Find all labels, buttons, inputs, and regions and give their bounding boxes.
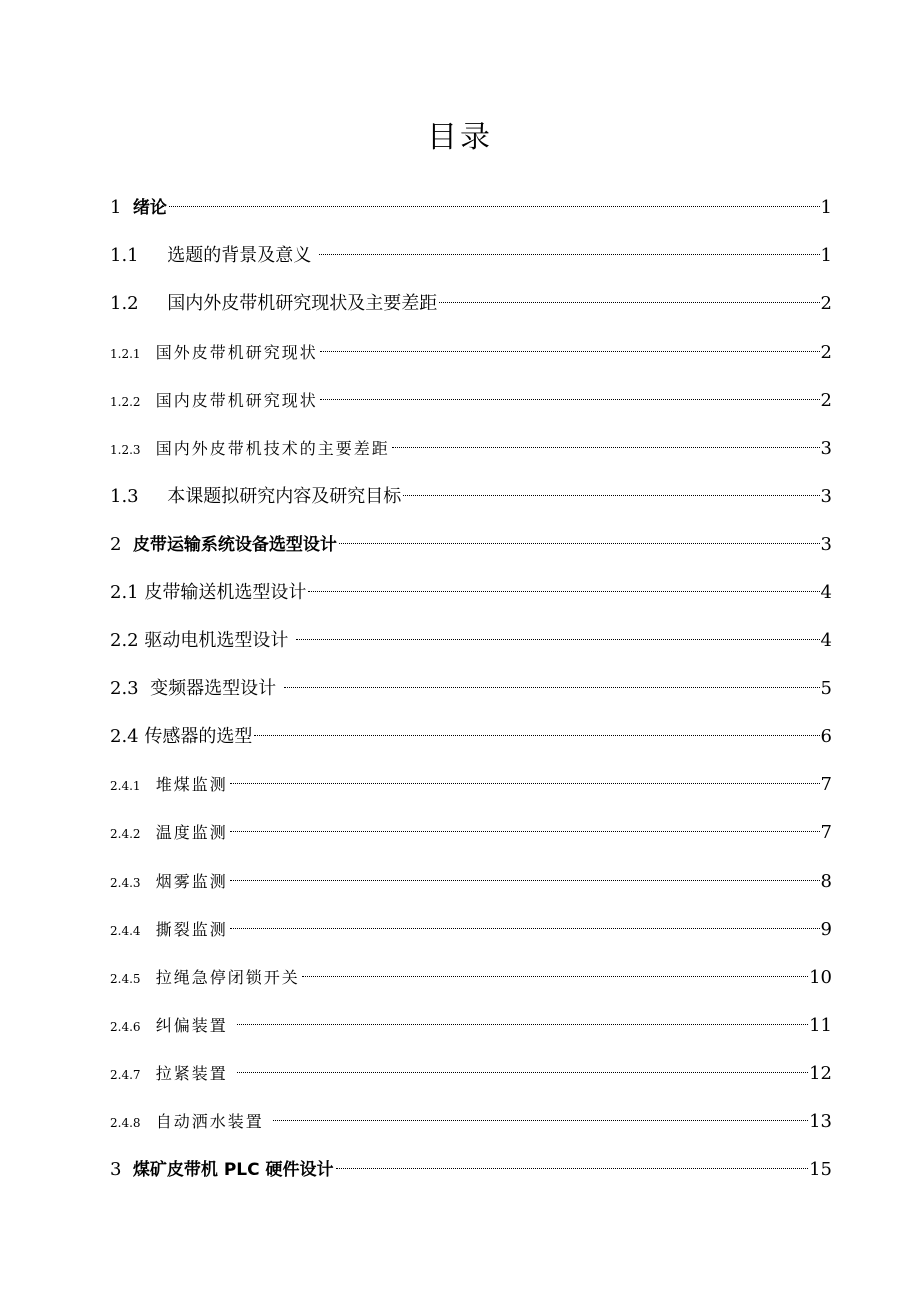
toc-entry-2-4-4[interactable] bbox=[110, 915, 832, 945]
toc-page-number: 2 bbox=[820, 293, 832, 314]
toc-entry-2-4-7[interactable] bbox=[110, 1059, 832, 1089]
toc-number: 2.4.3 bbox=[110, 876, 156, 890]
toc-label: 拉绳急停闭锁开关 bbox=[155, 968, 300, 987]
toc-number: 2.4.5 bbox=[110, 972, 156, 986]
toc-entry-2[interactable] bbox=[110, 530, 832, 560]
toc-leader-dots bbox=[302, 976, 808, 977]
toc-number: 1.2.2 bbox=[110, 395, 156, 409]
toc-leader-dots bbox=[320, 399, 820, 400]
toc-entry-2-2[interactable] bbox=[110, 626, 832, 656]
toc-page-number: 4 bbox=[820, 630, 832, 651]
toc-label: 绪论 bbox=[132, 198, 167, 218]
toc-page-number: 15 bbox=[809, 1159, 832, 1180]
toc-label: 皮带运输系统设备选型设计 bbox=[132, 535, 337, 555]
toc-leader-dots bbox=[284, 687, 820, 688]
toc-label: 纠偏装置 bbox=[155, 1016, 235, 1035]
toc-page-number: 7 bbox=[820, 774, 832, 795]
toc-entry-2-4[interactable] bbox=[110, 722, 832, 752]
toc-label: 自动洒水装置 bbox=[155, 1112, 271, 1131]
toc-page-number: 3 bbox=[820, 486, 832, 507]
toc-label: 撕裂监测 bbox=[155, 920, 228, 939]
toc-entry-2-4-8[interactable] bbox=[110, 1107, 832, 1137]
toc-leader-dots bbox=[336, 1168, 809, 1169]
toc-entry-1[interactable] bbox=[110, 193, 832, 223]
toc-label: 拉紧装置 bbox=[155, 1064, 235, 1083]
toc-number: 2.3 bbox=[110, 678, 151, 699]
toc-label: 变频器选型设计 bbox=[150, 678, 282, 699]
toc-page-number: 2 bbox=[820, 342, 832, 363]
toc-leader-dots bbox=[392, 447, 820, 448]
toc-number: 1 bbox=[110, 197, 133, 218]
toc-leader-dots bbox=[230, 880, 820, 881]
toc-page-number: 12 bbox=[809, 1063, 832, 1084]
toc-entry-1-2-3[interactable] bbox=[110, 434, 832, 464]
toc-leader-dots bbox=[230, 928, 820, 929]
toc-label: 本课题拟研究内容及研究目标 bbox=[167, 486, 402, 507]
toc-page-number: 2 bbox=[820, 390, 832, 411]
toc-label: 传感器的选型 bbox=[144, 726, 253, 747]
toc-label: 国内外皮带机研究现状及主要差距 bbox=[167, 293, 438, 314]
toc-page-number: 9 bbox=[820, 919, 832, 940]
toc-leader-dots bbox=[403, 495, 819, 496]
toc-entry-1-1[interactable] bbox=[110, 241, 832, 271]
toc-number: 1.1 bbox=[110, 245, 168, 266]
toc-number: 2.4.8 bbox=[110, 1116, 156, 1130]
toc-page-number: 3 bbox=[820, 438, 832, 459]
toc-number: 2.4 bbox=[110, 726, 145, 747]
toc-entry-2-4-6[interactable] bbox=[110, 1011, 832, 1041]
toc-label: 堆煤监测 bbox=[155, 775, 228, 794]
toc-page-number: 7 bbox=[820, 822, 832, 843]
toc-page-number: 8 bbox=[820, 871, 832, 892]
toc-page-number: 13 bbox=[809, 1111, 832, 1132]
toc-label: 温度监测 bbox=[155, 823, 228, 842]
toc-entry-1-2-1[interactable] bbox=[110, 338, 832, 368]
toc-label: 烟雾监测 bbox=[155, 872, 228, 891]
toc-leader-dots bbox=[237, 1024, 808, 1025]
toc-number: 2.4.2 bbox=[110, 827, 156, 841]
toc-leader-dots bbox=[230, 831, 820, 832]
toc-entry-1-2-2[interactable] bbox=[110, 386, 832, 416]
toc-label: 皮带输送机选型设计 bbox=[144, 582, 307, 603]
toc-leader-dots bbox=[273, 1120, 808, 1121]
toc-page-number: 5 bbox=[820, 678, 832, 699]
toc-page-number: 1 bbox=[820, 197, 832, 218]
page-title: 目录 bbox=[427, 120, 493, 155]
toc-leader-dots bbox=[169, 206, 820, 207]
toc-page-number: 10 bbox=[809, 967, 832, 988]
toc-entry-1-3[interactable] bbox=[110, 482, 832, 512]
toc-number: 2 bbox=[110, 534, 133, 555]
toc-entry-2-4-3[interactable] bbox=[110, 867, 832, 897]
toc-entry-2-4-1[interactable] bbox=[110, 770, 832, 800]
toc-page-number: 3 bbox=[820, 534, 832, 555]
toc-leader-dots bbox=[254, 735, 819, 736]
toc-number: 1.3 bbox=[110, 486, 168, 507]
toc-number: 2.4.4 bbox=[110, 924, 156, 938]
toc-number: 2.2 bbox=[110, 630, 145, 651]
toc-label: 煤矿皮带机 PLC 硬件设计 bbox=[132, 1160, 334, 1180]
toc-entry-3[interactable] bbox=[110, 1155, 832, 1185]
toc-number: 1.2.1 bbox=[110, 347, 156, 361]
toc-label: 驱动电机选型设计 bbox=[144, 630, 295, 651]
toc-number: 3 bbox=[110, 1159, 133, 1180]
toc-label: 国内外皮带机技术的主要差距 bbox=[155, 439, 390, 458]
toc-number: 1.2 bbox=[110, 293, 168, 314]
toc-leader-dots bbox=[296, 639, 819, 640]
toc-label: 国外皮带机研究现状 bbox=[155, 343, 318, 362]
toc-entry-2-1[interactable] bbox=[110, 578, 832, 608]
toc-leader-dots bbox=[230, 783, 820, 784]
toc-page-number: 4 bbox=[820, 582, 832, 603]
toc-number: 2.4.6 bbox=[110, 1020, 156, 1034]
toc-leader-dots bbox=[439, 302, 819, 303]
toc-label: 选题的背景及意义 bbox=[167, 245, 317, 266]
toc-leader-dots bbox=[308, 591, 819, 592]
toc-leader-dots bbox=[339, 543, 820, 544]
toc-leader-dots bbox=[237, 1072, 808, 1073]
toc-leader-dots bbox=[320, 351, 820, 352]
toc-number: 2.1 bbox=[110, 582, 145, 603]
toc-page-number: 11 bbox=[809, 1015, 832, 1036]
toc-number: 2.4.7 bbox=[110, 1068, 156, 1082]
toc-number: 2.4.1 bbox=[110, 779, 156, 793]
toc-label: 国内皮带机研究现状 bbox=[155, 391, 318, 410]
toc-entry-2-4-2[interactable] bbox=[110, 818, 832, 848]
toc-number: 1.2.3 bbox=[110, 443, 156, 457]
toc-page-number: 6 bbox=[820, 726, 832, 747]
toc-leader-dots bbox=[319, 254, 820, 255]
toc-entry-1-2[interactable] bbox=[110, 289, 832, 319]
toc-page-number: 1 bbox=[820, 245, 832, 266]
toc-entry-2-3[interactable] bbox=[110, 674, 832, 704]
toc-entry-2-4-5[interactable] bbox=[110, 963, 832, 993]
